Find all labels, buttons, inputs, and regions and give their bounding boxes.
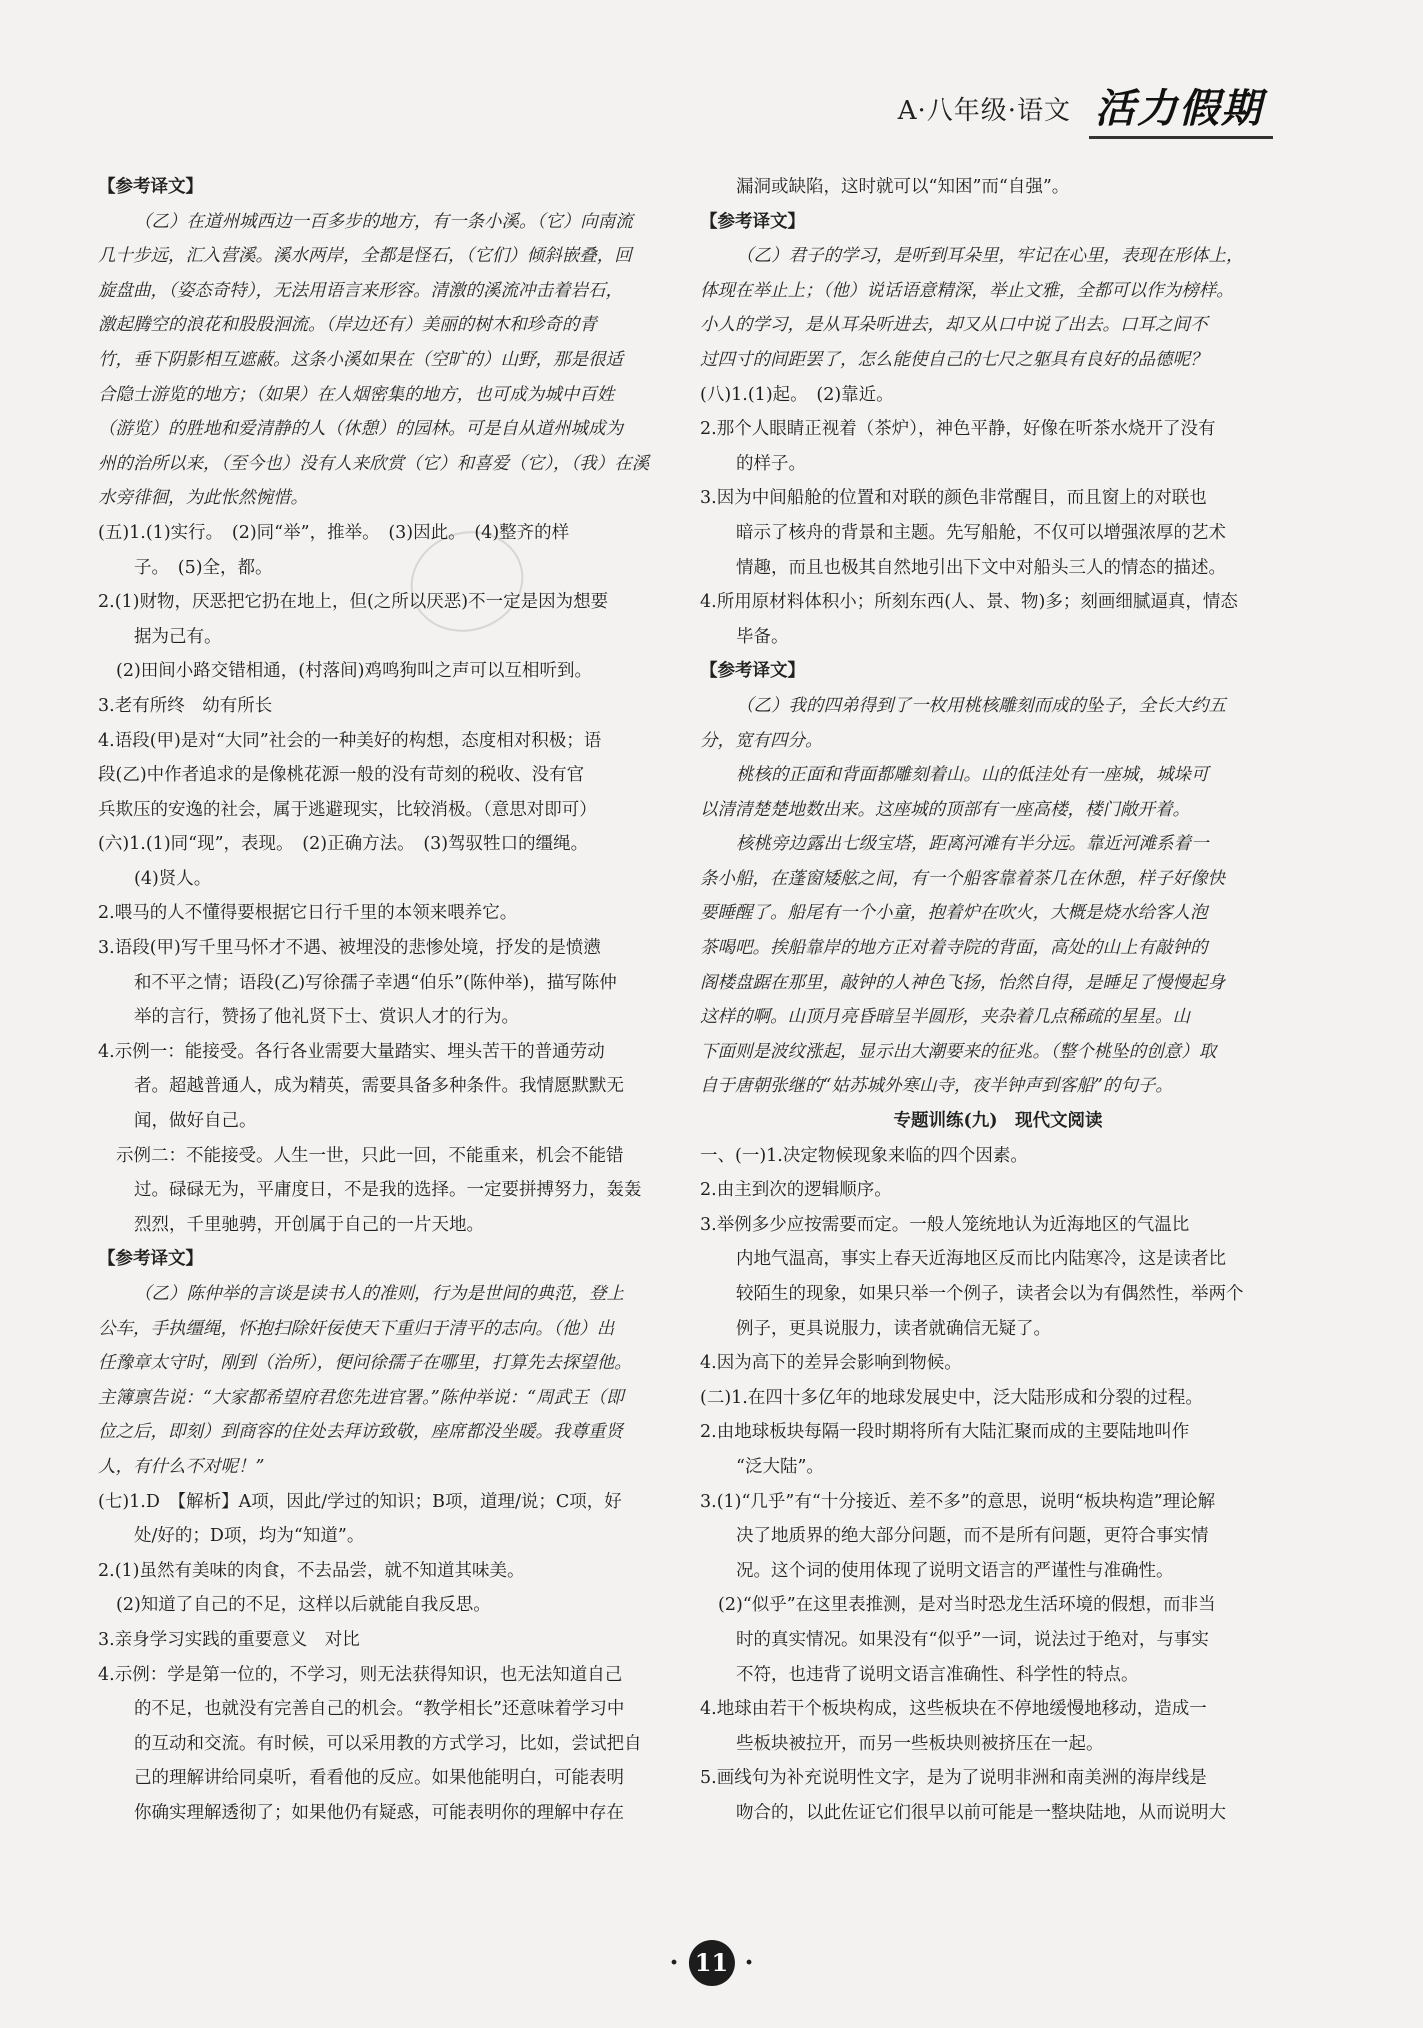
text-line: 3.因为中间船舱的位置和对联的颜色非常醒目，而且窗上的对联也 [700, 488, 1207, 509]
text-line: 人，有什么不对呢！” [98, 1456, 265, 1477]
text-line: 烈烈，千里驰骋，开创属于自己的一片天地。 [134, 1214, 484, 1235]
text-line: 茶喝吧。挨船靠岸的地方正对着寺院的背面，高处的山上有敲钟的 [700, 938, 1208, 959]
text-line: 者。超越普通人，成为精英，需要具备多种条件。我情愿默默无 [134, 1076, 624, 1097]
text-line: 这样的啊。山顶月亮昏暗呈半圆形，夹杂着几点稀疏的星星。山 [700, 1007, 1190, 1028]
text-line: (2)田间小路交错相通，(村落间)鸡鸣狗叫之声可以互相听到。 [116, 661, 592, 682]
text-line: 4.因为高下的差异会影响到物候。 [700, 1353, 962, 1374]
text-line: 时的真实情况。如果没有“似乎”一词，说法过于绝对，与事实 [736, 1629, 1209, 1650]
text-line: 核桃旁边露出七级宝塔，距离河滩有半分远。靠近河滩系着一 [736, 834, 1209, 855]
text-line: (2)知道了自己的不足，这样以后就能自我反思。 [116, 1595, 491, 1616]
text-line: 4.地球由若干个板块构成，这些板块在不停地缓慢地移动，造成一 [700, 1699, 1207, 1720]
text-line: 不符，也违背了说明文语言准确性、科学性的特点。 [736, 1664, 1139, 1685]
text-line: (2)“似乎”在这里表推测，是对当时恐龙生活环境的假想，而非当 [718, 1595, 1216, 1616]
text-line: 况。这个词的使用体现了说明文语言的严谨性与准确性。 [736, 1560, 1174, 1581]
text-line: 2.那个人眼睛正视着（茶炉），神色平静，好像在听茶水烧开了没有 [700, 419, 1216, 440]
text-line: （游览）的胜地和爱清静的人（休憩）的园林。可是自从道州城成为 [98, 419, 623, 440]
text-line: 4.所用原材料体积小；所刻东西(人、景、物)多；刻画细腻逼真，情态 [700, 592, 1238, 613]
text-line: 3.举例多少应按需要而定。一般人笼统地认为近海地区的气温比 [700, 1214, 1190, 1235]
text-line: (七)1.D 【解析】A项，因此/学过的知识；B项，道理/说；C项，好 [98, 1491, 622, 1512]
text-line: 例子，更具说服力，读者就确信无疑了。 [736, 1318, 1051, 1339]
text-line: (4)贤人。 [134, 868, 212, 889]
text-line: 旋盘曲，（姿态奇特），无法用语言来形容。清激的溪流冲击着岩石， [98, 280, 623, 301]
text-line: 主簿禀告说：“大家都希望府君您先进官署。”陈仲举说：“周武王（即 [98, 1387, 624, 1408]
text-line: (八)1.(1)起。 (2)靠近。 [700, 384, 894, 405]
text-line: 分，宽有四分。 [700, 730, 823, 751]
text-line: 的样子。 [736, 453, 806, 474]
text-line: 要睡醒了。船尾有一个小童，抱着炉在吹火，大概是烧水给客人泡 [700, 903, 1208, 924]
text-line: 举的言行，赞扬了他礼贤下士、赏识人才的行为。 [134, 1007, 519, 1028]
text-line: 己的理解讲给同桌听，看看他的反应。如果他能明白，可能表明 [134, 1768, 624, 1789]
text-line: 较陌生的现象，如果只举一个例子，读者会以为有偶然性，举两个 [736, 1284, 1244, 1304]
text-line: 公车，手执缰绳，怀抱扫除奸佞使天下重归于清平的志向。（他）出 [98, 1318, 615, 1339]
text-line: 条小船，在蓬窗矮舷之间，有一个船客靠着茶几在休憩，样子好像快 [700, 868, 1225, 889]
text-line: 闻，做好自己。 [134, 1111, 257, 1132]
text-line: 4.示例一：能接受。各行各业需要大量踏实、埋头苦干的普通劳动 [98, 1041, 605, 1062]
header-subtitle: A·八年级·语文 [897, 95, 1071, 126]
text-line: 激起腾空的浪花和股股洄流。（岸边还有）美丽的树木和珍奇的青 [98, 315, 597, 336]
text-line: 的不足，也就没有完善自己的机会。“教学相长”还意味着学习中 [134, 1699, 625, 1720]
text-line: 4.示例：学是第一位的，不学习，则无法获得知识，也无法知道自己 [98, 1664, 623, 1685]
page-header [898, 78, 1273, 138]
section-heading: 【参考译文】 [98, 1249, 203, 1270]
text-line: 几十步远，汇入营溪。溪水两岸，全都是怪石，（它们）倾斜嵌叠，回 [98, 246, 632, 267]
text-line: (二)1.在四十多亿年的地球发展史中，泛大陆形成和分裂的过程。 [700, 1387, 1203, 1408]
section-heading: 【参考译文】 [700, 661, 805, 682]
text-line: 下面则是波纹涨起，显示出大潮要来的征兆。（整个桃坠的创意）取 [700, 1041, 1217, 1062]
text-line: 兵欺压的安逸的社会，属于逃避现实，比较消极。（意思对即可） [98, 799, 597, 820]
text-line: 过四寸的间距罢了，怎么能使自己的七尺之躯具有良好的品德呢？ [700, 349, 1208, 370]
text-line: 处/好的；D项，均为“知道”。 [134, 1526, 365, 1547]
text-line: 合隐士游览的地方；（如果）在人烟密集的地方，也可成为城中百姓 [98, 384, 615, 405]
text-line: 决了地质界的绝大部分问题，而不是所有问题，更符合事实情 [736, 1526, 1209, 1547]
text-line: 段(乙)中作者追求的是像桃花源一般的没有苛刻的税收、没有官 [98, 765, 585, 786]
text-line: 体现在举止上；（他）说话语意精深，举止文雅，全都可以作为榜样。 [700, 280, 1234, 301]
text-line: 位之后，即刻）到商容的住处去拜访致敬，座席都没坐暖。我尊重贤 [98, 1422, 623, 1443]
page-number-dot-right: · [744, 1948, 754, 1978]
page-number-value: 11 [689, 1940, 735, 1986]
text-line: 2.(1)虽然有美味的肉食，不去品尝，就不知道其味美。 [98, 1560, 525, 1581]
text-line: 内地气温高，事实上春天近海地区反而比内陆寒冷，这是读者比 [736, 1249, 1226, 1270]
text-line: 和不平之情；语段(乙)写徐孺子幸遇“伯乐”(陈仲举)，描写陈仲 [134, 972, 617, 993]
text-line: “泛大陆”。 [736, 1456, 824, 1477]
text-line: (五)1.(1)实行。 (2)同“举”，推举。 (3)因此。 (4)整齐的样 [98, 522, 570, 543]
text-line: 据为己有。 [134, 626, 222, 647]
section-heading: 专题训练(九) 现代文阅读 [893, 1111, 1103, 1132]
text-line: 过。碌碌无为，平庸度日，不是我的选择。一定要拼搏努力，轰轰 [134, 1180, 642, 1201]
text-line: 暗示了核舟的背景和主题。先写船舱，不仅可以增强浓厚的艺术 [736, 522, 1226, 543]
text-line: 以清清楚楚地数出来。这座城的顶部有一座高楼，楼门敞开着。 [700, 799, 1190, 820]
section-heading: 【参考译文】 [700, 211, 805, 232]
text-line: 你确实理解透彻了；如果他仍有疑惑，可能表明你的理解中存在 [134, 1802, 624, 1823]
text-line: 任豫章太守时，刚到（治所），便问徐孺子在哪里，打算先去探望他。 [98, 1353, 632, 1374]
section-heading: 【参考译文】 [98, 177, 203, 197]
text-line: 州的治所以来，（至今也）没有人来欣赏（它）和喜爱（它），（我）在溪 [98, 453, 650, 474]
text-line: 一、(一)1.决定物候现象来临的四个因素。 [700, 1145, 1028, 1166]
text-line: 漏洞或缺陷，这时就可以“知困”而“自强”。 [736, 177, 1070, 197]
text-line: 示例二：不能接受。人生一世，只此一回，不能重来，机会不能错 [116, 1145, 624, 1166]
text-line: （乙）君子的学习，是听到耳朵里，牢记在心里，表现在形体上， [736, 246, 1244, 267]
text-line: 2.由地球板块每隔一段时期将所有大陆汇聚而成的主要陆地叫作 [700, 1422, 1190, 1443]
brand-logo: 活力假期 [1089, 77, 1273, 139]
text-line: 3.(1)“几乎”有“十分接近、差不多”的意思，说明“板块构造”理论解 [700, 1491, 1216, 1512]
text-line: 的互动和交流。有时候，可以采用教的方式学习，比如，尝试把自 [134, 1733, 642, 1754]
text-line: 3.语段(甲)写千里马怀才不遇、被埋没的悲惨处境，抒发的是愤懑 [98, 938, 601, 959]
left-column [98, 170, 694, 1831]
text-line: （乙）在道州城西边一百多步的地方，有一条小溪。（它）向南流 [134, 211, 633, 232]
text-line: 毕备。 [736, 626, 789, 647]
text-line: （乙）陈仲举的言谈是读书人的准则，行为是世间的典范，登上 [134, 1284, 624, 1304]
text-line: 些板块被拉开，而另一些板块则被挤压在一起。 [736, 1733, 1104, 1754]
text-line: 水旁徘徊，为此怅然惋惜。 [98, 488, 308, 509]
text-line: 3.亲身学习实践的重要意义 对比 [98, 1629, 360, 1650]
text-line: 4.语段(甲)是对“大同”社会的一种美好的构想，态度相对积极；语 [98, 730, 602, 751]
text-line: 自于唐朝张继的“姑苏城外寒山寺，夜半钟声到客船”的句子。 [700, 1076, 1173, 1097]
text-line: (六)1.(1)同“现”，表现。 (2)正确方法。 (3)驾驭牲口的缰绳。 [98, 834, 589, 855]
text-line: 阁楼盘踞在那里，敲钟的人神色飞扬，怡然自得，是睡足了慢慢起身 [700, 972, 1225, 993]
text-line: 2.由主到次的逻辑顺序。 [700, 1180, 892, 1201]
text-line: 3.老有所终 幼有所长 [98, 695, 273, 716]
text-line: 桃核的正面和背面都雕刻着山。山的低洼处有一座城，城垛可 [736, 765, 1209, 786]
text-line: 5.画线句为补充说明性文字，是为了说明非洲和南美洲的海岸线是 [700, 1768, 1207, 1789]
page-number-dot-left: · [669, 1948, 679, 1978]
text-line: 吻合的，以此佐证它们很早以前可能是一整块陆地，从而说明大 [736, 1802, 1226, 1823]
text-line: 子。 (5)全，都。 [134, 557, 273, 578]
text-line: 情趣，而且也极其自然地引出下文中对船头三人的情态的描述。 [736, 557, 1226, 578]
text-line: 竹，垂下阴影相互遮蔽。这条小溪如果在（空旷的）山野，那是很适 [98, 349, 623, 370]
text-line: （乙）我的四弟得到了一枚用桃核雕刻而成的坠子，全长大约五 [736, 695, 1226, 716]
text-line: 2.喂马的人不懂得要根据它日行千里的本领来喂养它。 [98, 903, 518, 924]
right-column [700, 170, 1296, 1831]
page-number [669, 1940, 753, 1986]
text-line: 小人的学习，是从耳朵听进去，却又从口中说了出去。口耳之间不 [700, 315, 1208, 336]
text-line: 2.(1)财物，厌恶把它扔在地上，但(之所以厌恶)不一定是因为想要 [98, 592, 609, 613]
